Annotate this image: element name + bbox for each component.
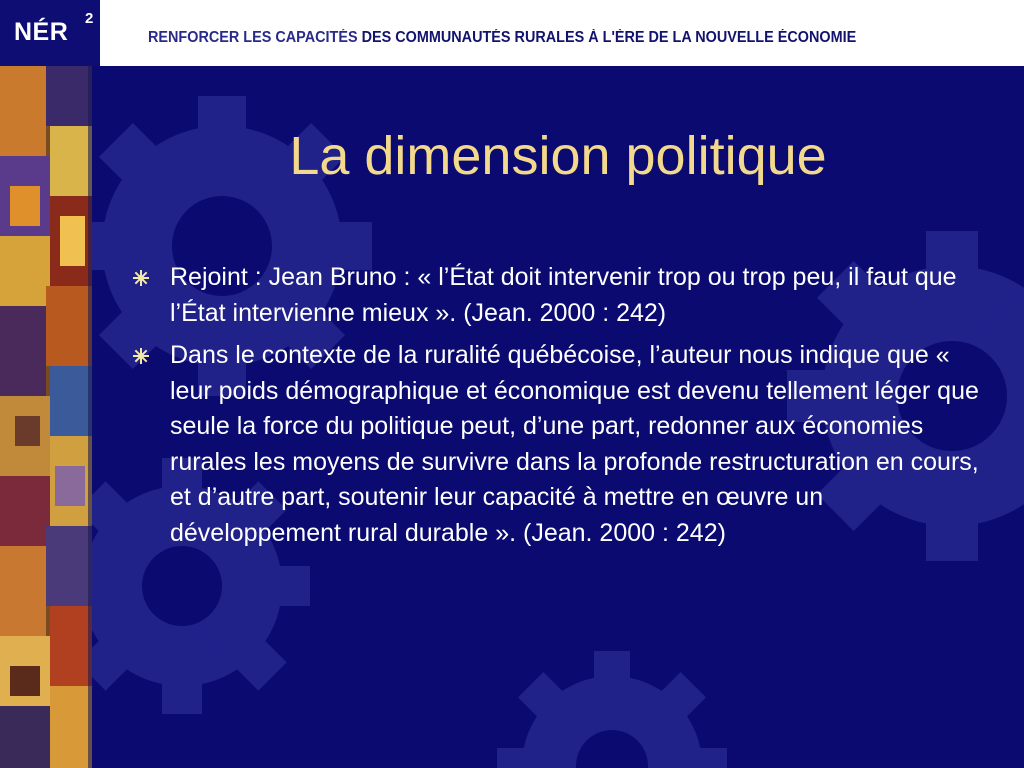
- header-title: [148, 29, 856, 47]
- bullet-item: [133, 338, 983, 551]
- mosaic-decoration: [0, 66, 92, 768]
- bullet-list: [133, 260, 983, 558]
- flower-bullet-icon: [133, 270, 149, 286]
- header-bar: [0, 0, 1024, 66]
- header-title-part1: RENFORCER LES CAPACITÉS: [148, 29, 362, 46]
- bullet-item: [133, 260, 983, 331]
- header-title-part2: DES COMMUNAUTÉS RURALES À L'ÈRE DE LA NOUVELLE ÉCONOMIE: [361, 29, 857, 46]
- logo: [0, 0, 100, 66]
- slide-title: La dimension politique: [289, 126, 827, 186]
- bullet-text: Rejoint : Jean Bruno : « l’État doit intervenir trop ou trop peu, il faut que l’État intervienne mieux ». (Jean. 2000 : 242): [170, 263, 957, 327]
- bullet-text: Dans le contexte de la ruralité québécoise, l’auteur nous indique que « leur poids démographique et économique est devenu tellement léger que seule la force du politique peut, d’une part, redonner aux économies rurales les moyens de survivre dans la profonde restructuration en cours, et d’autre part, soutenir leur capacité à mettre en œuvre un développement rural durable ». (Jean. 2000 : 242): [170, 341, 979, 547]
- logo-superscript: 2: [85, 10, 94, 27]
- logo-text: NÉR: [14, 18, 69, 46]
- flower-bullet-icon: [133, 348, 149, 364]
